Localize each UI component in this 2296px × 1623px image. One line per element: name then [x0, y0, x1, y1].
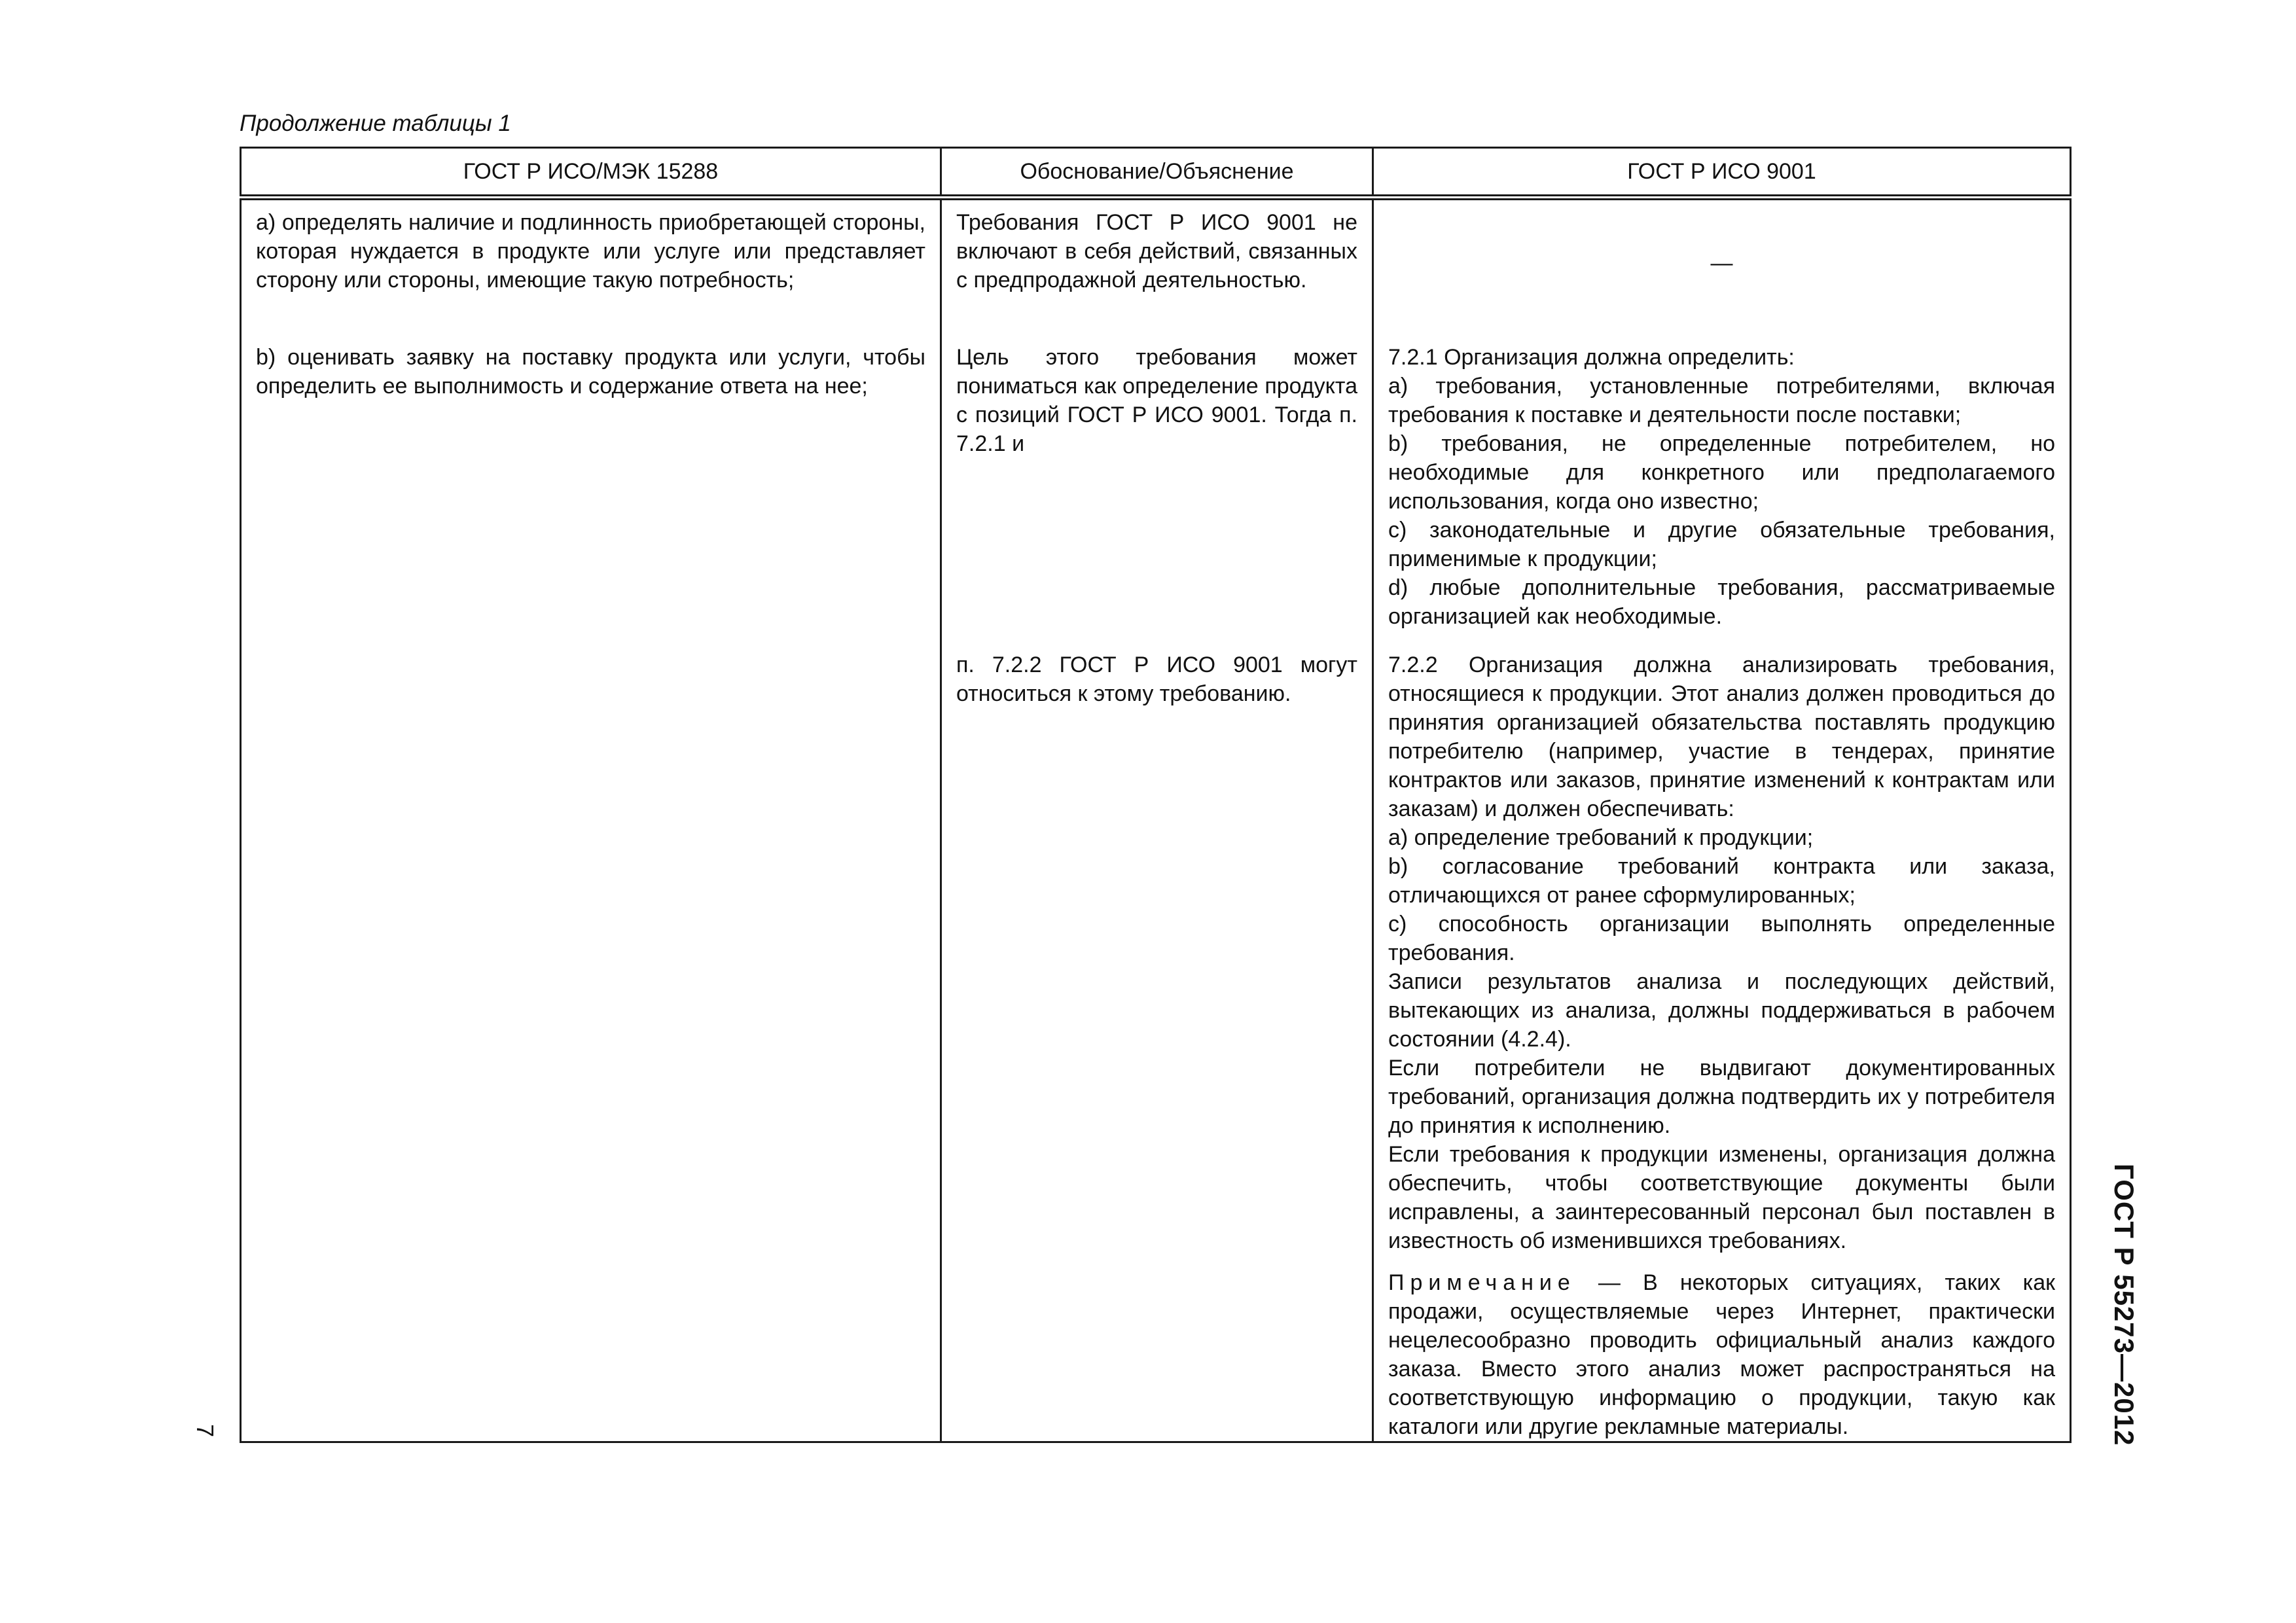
section-7-2-1 [1388, 343, 2055, 651]
section-7-2-2 [1388, 651, 2055, 1268]
cell-9001-content [1388, 208, 2055, 1441]
table-row [241, 198, 2071, 1442]
s722-item-b: b) согласование требований контракта или заказа, отличающихся от ранее сформулированных; [1388, 854, 2055, 908]
page-number: 7 [192, 1423, 219, 1438]
note-label: Примечание [1388, 1270, 1576, 1295]
s721-intro: 7.2.1 Организация должна определить: [1388, 345, 1795, 370]
justification-text-3: п. 7.2.2 ГОСТ Р ИСО 9001 могут относиться к этому требованию. [956, 652, 1357, 706]
s721-item-c: c) законодательные и другие обязательные требования, применимые к продукции; [1388, 518, 2055, 571]
cell-justification [941, 198, 1373, 1442]
s722-para-1: Записи результатов анализа и последующих действий, вытекающих из анализа, должны поддерживаться в рабочем состоянии (4.2.4). [1388, 969, 2055, 1052]
s721-item-a: а) требования, установленные потребителями, включая требования к поставке и деятельности после поставки; [1388, 374, 2055, 427]
item-b-15288: b) оценивать заявку на поставку продукта или услуги, чтобы определить ее выполнимость и содержание ответа на нее; [256, 345, 925, 399]
s722-item-c: c) способность организации выполнять определенные требования. [1388, 912, 2055, 965]
s722-item-a: а) определение требований к продукции; [1388, 825, 1814, 850]
item-a-15288: a) определять наличие и подлинность приобретающей стороны, которая нуждается в продукте или услуге или представляет сторону или стороны, имеющие такую потребность; [256, 210, 925, 293]
note [1388, 1268, 2055, 1441]
justification-text-1: Требования ГОСТ Р ИСО 9001 не включают в себя действий, связанных с предпродажной деятельностью. [956, 210, 1357, 293]
cell-15288 [241, 198, 941, 1442]
header-justification: Обоснование/Объяснение [941, 148, 1373, 198]
note-text: — В некоторых ситуациях, таких как продажи, осуществляемые через Интернет, практически нецелесообразно проводить официальный анализ каждого заказа. Вместо этого анализ может распространяться на соответствующую информацию о продукции, такую как каталоги или другие рекламные материалы. [1388, 1270, 2055, 1439]
s721-item-d: d) любые дополнительные требования, рассматриваемые организацией как необходимые. [1388, 575, 2055, 629]
s722-intro: 7.2.2 Организация должна анализировать требования, относящиеся к продукции. Этот анализ должен проводиться до принятия организацией обязательства поставлять продукцию потребителю (например, участие в тендерах, принятие контрактов или заказов, принятие изменений к контрактам или заказам) и должен обеспечивать: [1388, 652, 2055, 821]
s722-para-3: Если требования к продукции изменены, организация должна обеспечить, чтобы соответствующие документы были исправлены, а заинтересованный персонал был поставлен в известность об изменившихся требованиях. [1388, 1142, 2055, 1253]
header-gost-iso-iec-15288: ГОСТ Р ИСО/МЭК 15288 [241, 148, 941, 198]
table-caption: Продолжение таблицы 1 [240, 111, 511, 136]
header-gost-iso-9001: ГОСТ Р ИСО 9001 [1373, 148, 2071, 198]
s722-para-2: Если потребители не выдвигают документированных требований, организация должна подтвердить их у потребителя до принятия к исполнению. [1388, 1056, 2055, 1138]
s721-item-b: b) требования, не определенные потребителем, но необходимые для конкретного или предполагаемого использования, когда оно известно; [1388, 431, 2055, 514]
comparison-table [240, 147, 2072, 1443]
justification-text-2: Цель этого требования может пониматься как определение продукта с позиций ГОСТ Р ИСО 9001. Тогда п. 7.2.1 и [956, 345, 1357, 456]
cell-9001 [1373, 198, 2071, 1442]
document-designation: ГОСТ Р 55273—2012 [2109, 1164, 2140, 1446]
empty-dash: — [1710, 251, 1733, 276]
cell-justification-content [956, 208, 1357, 708]
table-header-row [241, 148, 2071, 198]
cell-15288-content [256, 208, 925, 401]
